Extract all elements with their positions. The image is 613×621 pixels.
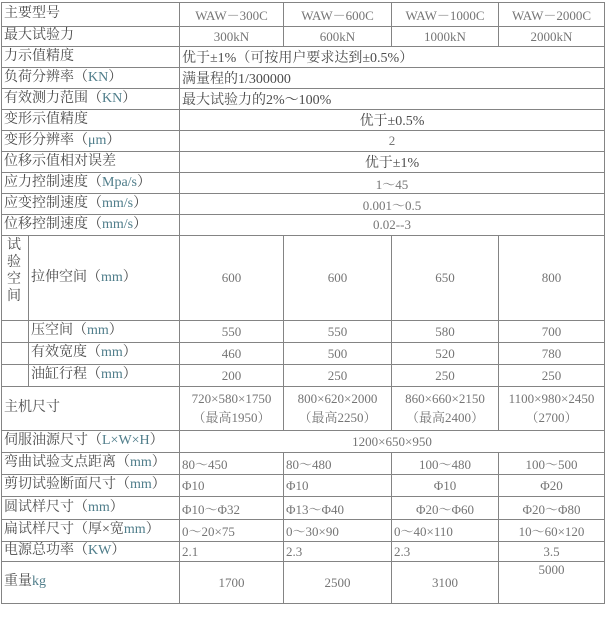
shear-section-cell-2: Φ10 bbox=[284, 475, 392, 497]
effective-width-cell-1: 460 bbox=[180, 343, 284, 365]
unit-mm: mm bbox=[123, 522, 146, 538]
row-tension-space bbox=[2, 236, 605, 321]
weight-cell-1: 1700 bbox=[180, 562, 284, 604]
row-flat-specimen bbox=[2, 520, 605, 542]
flat-specimen-cell-2: 0～30×90 bbox=[284, 520, 392, 542]
deform-accuracy-value: 优于±0.5% bbox=[180, 110, 605, 131]
row-force-accuracy bbox=[2, 47, 605, 68]
total-power-cell-4: 3.5 bbox=[499, 542, 605, 562]
unit-mm: mm bbox=[130, 455, 152, 471]
host-size-cell-1: 720×580×1750 （最高1950） bbox=[180, 387, 284, 431]
unit-kg: kg bbox=[32, 574, 46, 590]
row-shear-section bbox=[2, 475, 605, 497]
row-bend-span-label: 弯曲试验支点距离（mm） bbox=[2, 453, 180, 475]
bend-span-cell-2: 80～480 bbox=[284, 453, 392, 475]
unit-kn: KN bbox=[88, 69, 109, 85]
row-disp-error bbox=[2, 152, 605, 173]
model-cell-3: WAW－1000C bbox=[392, 3, 499, 27]
deform-resolution-value: 2 bbox=[180, 131, 605, 152]
host-size-cell-4: 1100×980×2450 （2700） bbox=[499, 387, 605, 431]
tension-space-cell-1: 600 bbox=[180, 236, 284, 321]
row-strain-rate bbox=[2, 194, 605, 215]
max-force-cell-3: 1000kN bbox=[392, 27, 499, 47]
bend-span-cell-4: 100～500 bbox=[499, 453, 605, 475]
effective-width-cell-4: 780 bbox=[499, 343, 605, 365]
flat-specimen-cell-1: 0～20×75 bbox=[180, 520, 284, 542]
tension-space-cell-3: 650 bbox=[392, 236, 499, 321]
unit-um: μm bbox=[88, 132, 107, 148]
total-power-cell-1: 2.1 bbox=[180, 542, 284, 562]
cylinder-stroke-cell-2: 250 bbox=[284, 365, 392, 387]
row-cylinder-stroke bbox=[2, 365, 605, 387]
cylinder-stroke-cell-1: 200 bbox=[180, 365, 284, 387]
unit-mm: mm bbox=[101, 345, 123, 361]
row-servo-size-label: 伺服油源尺寸（L×W×H） bbox=[2, 431, 180, 453]
effective-width-cell-2: 500 bbox=[284, 343, 392, 365]
row-model-label: 主要型号 bbox=[2, 3, 180, 27]
cylinder-stroke-cell-4: 250 bbox=[499, 365, 605, 387]
row-tension-space-label: 拉伸空间（mm） bbox=[29, 236, 180, 321]
unit-lwh: L×W×H bbox=[102, 433, 150, 449]
round-specimen-cell-4: Φ20～Φ80 bbox=[499, 497, 605, 520]
round-specimen-cell-1: Φ10～Φ32 bbox=[180, 497, 284, 520]
unit-mm-s: mm/s bbox=[102, 195, 134, 211]
disp-rate-value: 0.02--3 bbox=[180, 215, 605, 236]
unit-mm: mm bbox=[87, 323, 109, 339]
spec-table bbox=[1, 2, 605, 604]
load-resolution-value: 满量程的1/300000 bbox=[180, 68, 605, 89]
compress-space-cell-1: 550 bbox=[180, 321, 284, 343]
host-size-cell-2: 800×620×2000 （最高2250） bbox=[284, 387, 392, 431]
bend-span-cell-3: 100～480 bbox=[392, 453, 499, 475]
tension-space-cell-4: 800 bbox=[499, 236, 605, 321]
row-effective-width-label: 有效宽度（mm） bbox=[29, 343, 180, 365]
row-deform-resolution bbox=[2, 131, 605, 152]
model-cell-4: WAW－2000C bbox=[499, 3, 605, 27]
unit-mm: mm bbox=[88, 499, 110, 515]
compress-space-cell-3: 580 bbox=[392, 321, 499, 343]
strain-rate-value: 0.001～0.5 bbox=[180, 194, 605, 215]
max-force-cell-4: 2000kN bbox=[499, 27, 605, 47]
round-specimen-cell-2: Φ13～Φ40 bbox=[284, 497, 392, 520]
flat-specimen-cell-3: 0～40×110 bbox=[392, 520, 499, 542]
row-flat-specimen-label: 扁试样尺寸（厚×宽mm） bbox=[2, 520, 180, 542]
row-load-resolution bbox=[2, 68, 605, 89]
row-model bbox=[2, 3, 605, 27]
servo-size-value: 1200×650×950 bbox=[180, 431, 605, 453]
row-deform-resolution-label: 变形分辨率（μm） bbox=[2, 131, 180, 152]
cylinder-stroke-cell-3: 250 bbox=[392, 365, 499, 387]
row-total-power bbox=[2, 542, 605, 562]
unit-mm: mm bbox=[130, 477, 152, 493]
total-power-cell-3: 2.3 bbox=[392, 542, 499, 562]
row-weight-label: 重量kg bbox=[2, 562, 180, 604]
test-space-group-spacer bbox=[2, 365, 29, 387]
row-stress-rate bbox=[2, 173, 605, 194]
total-power-cell-2: 2.3 bbox=[284, 542, 392, 562]
row-shear-section-label: 剪切试验断面尺寸（mm） bbox=[2, 475, 180, 497]
unit-mpa-s: Mpa/s bbox=[102, 174, 137, 190]
round-specimen-cell-3: Φ20～Φ60 bbox=[392, 497, 499, 520]
weight-cell-3: 3100 bbox=[392, 562, 499, 604]
row-strain-rate-label: 应变控制速度（mm/s） bbox=[2, 194, 180, 215]
max-force-cell-2: 600kN bbox=[284, 27, 392, 47]
shear-section-cell-4: Φ20 bbox=[499, 475, 605, 497]
unit-mm: mm bbox=[101, 367, 123, 383]
row-disp-rate bbox=[2, 215, 605, 236]
test-space-group-spacer bbox=[2, 343, 29, 365]
row-total-power-label: 电源总功率（KW） bbox=[2, 542, 180, 562]
tension-space-cell-2: 600 bbox=[284, 236, 392, 321]
row-servo-size bbox=[2, 431, 605, 453]
row-force-range-label: 有效测力范围（KN） bbox=[2, 89, 180, 110]
test-space-group-label: 试验空间 bbox=[2, 236, 29, 321]
row-host-size bbox=[2, 387, 605, 431]
row-stress-rate-label: 应力控制速度（Mpa/s） bbox=[2, 173, 180, 194]
host-size-cell-3: 860×660×2150 （最高2400） bbox=[392, 387, 499, 431]
force-accuracy-value: 优于±1%（可按用户要求达到±0.5%） bbox=[180, 47, 605, 68]
row-effective-width bbox=[2, 343, 605, 365]
weight-cell-2: 2500 bbox=[284, 562, 392, 604]
max-force-cell-1: 300kN bbox=[180, 27, 284, 47]
row-cylinder-stroke-label: 油缸行程（mm） bbox=[29, 365, 180, 387]
row-weight bbox=[2, 562, 605, 604]
row-max-force-label: 最大试验力 bbox=[2, 27, 180, 47]
disp-error-value: 优于±1% bbox=[180, 152, 605, 173]
effective-width-cell-3: 520 bbox=[392, 343, 499, 365]
compress-space-cell-2: 550 bbox=[284, 321, 392, 343]
row-disp-rate-label: 位移控制速度（mm/s） bbox=[2, 215, 180, 236]
stress-rate-value: 1～45 bbox=[180, 173, 605, 194]
unit-mm: mm bbox=[101, 269, 123, 285]
compress-space-cell-4: 700 bbox=[499, 321, 605, 343]
row-bend-span bbox=[2, 453, 605, 475]
shear-section-cell-1: Φ10 bbox=[180, 475, 284, 497]
flat-specimen-cell-4: 10～60×120 bbox=[499, 520, 605, 542]
row-compress-space-label: 压空间（mm） bbox=[29, 321, 180, 343]
model-cell-2: WAW－600C bbox=[284, 3, 392, 27]
test-space-group-spacer bbox=[2, 321, 29, 343]
row-load-resolution-label: 负荷分辨率（KN） bbox=[2, 68, 180, 89]
unit-kw: KW bbox=[88, 543, 112, 559]
row-host-size-label: 主机尺寸 bbox=[2, 387, 180, 431]
weight-cell-4: 5000 bbox=[499, 562, 605, 604]
shear-section-cell-3: Φ10 bbox=[392, 475, 499, 497]
unit-mm-s: mm/s bbox=[102, 216, 134, 232]
row-round-specimen bbox=[2, 497, 605, 520]
row-force-range bbox=[2, 89, 605, 110]
unit-kn: KN bbox=[102, 90, 123, 106]
model-cell-1: WAW－300C bbox=[180, 3, 284, 27]
row-deform-accuracy bbox=[2, 110, 605, 131]
bend-span-cell-1: 80～450 bbox=[180, 453, 284, 475]
row-disp-error-label: 位移示值相对误差 bbox=[2, 152, 180, 173]
force-range-value: 最大试验力的2%～100% bbox=[180, 89, 605, 110]
row-force-accuracy-label: 力示值精度 bbox=[2, 47, 180, 68]
row-max-force bbox=[2, 27, 605, 47]
row-deform-accuracy-label: 变形示值精度 bbox=[2, 110, 180, 131]
row-round-specimen-label: 圆试样尺寸（mm） bbox=[2, 497, 180, 520]
row-compress-space bbox=[2, 321, 605, 343]
